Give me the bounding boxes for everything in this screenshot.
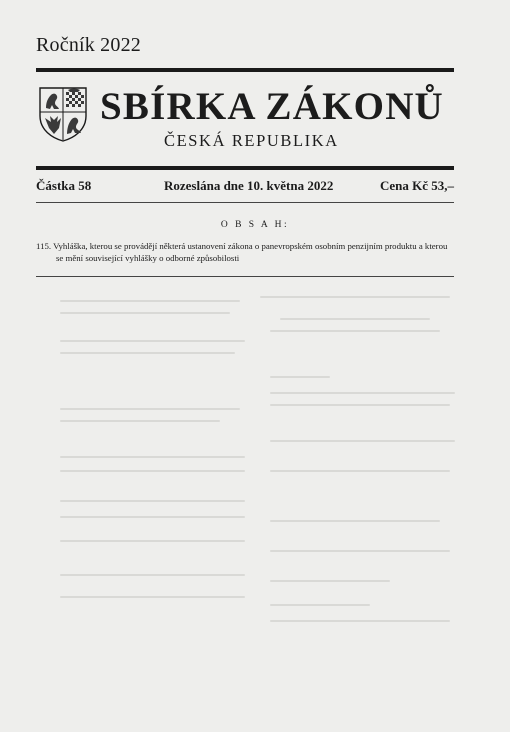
top-rule (36, 68, 454, 72)
issue-part: Částka 58 (36, 178, 92, 193)
state-coat-of-arms-icon (38, 86, 88, 142)
contents-item-line-2: se mění související vyhlášky o odborné způsobilosti (56, 253, 240, 263)
masthead-title: SBÍRKA ZÁKONŮ (100, 85, 444, 128)
contents-item (36, 240, 454, 264)
masthead-bottom-rule (36, 166, 454, 170)
contents-bottom-rule (36, 276, 454, 277)
volume-year: Ročník 2022 (36, 34, 141, 56)
contents-heading: O B S A H: (220, 220, 290, 230)
masthead-subtitle: ČESKÁ REPUBLIKA (164, 131, 339, 150)
meta-bottom-rule (36, 202, 454, 203)
issue-price: Cena Kč 53,– (379, 178, 454, 193)
contents-item-line-1: 115. Vyhláška, kterou se provádějí některá ustanovení zákona o panevropském osobním penzijním produktu a kterou (36, 241, 448, 251)
issue-release-date: Rozeslána dne 10. května 2022 (164, 178, 334, 193)
